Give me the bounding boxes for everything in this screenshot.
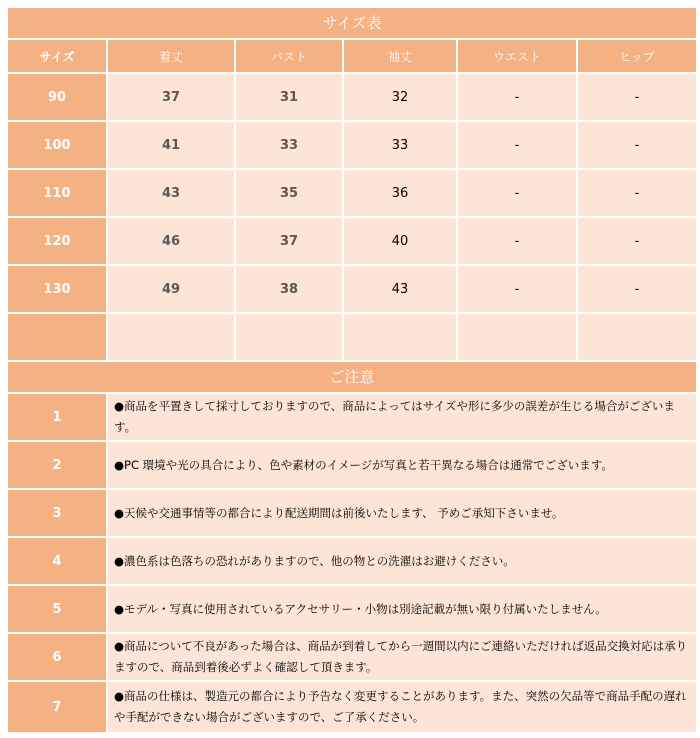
note-text: ●商品を平置きして採寸しておりますので、商品によってはサイズや形に多少の誤差が生じる場合がございます。	[108, 394, 696, 440]
cell-sleeve: 32	[344, 74, 456, 120]
cell-length: 41	[108, 122, 234, 168]
cell-hip: -	[578, 218, 696, 264]
header-size: サイズ	[8, 40, 106, 72]
cell-length: 37	[108, 74, 234, 120]
cell-hip: -	[578, 170, 696, 216]
cell-bust: 31	[236, 74, 342, 120]
cell-sleeve: 43	[344, 266, 456, 312]
note-text: ●モデル・写真に使用されているアクセサリー・小物は別途記載が無い限り付属いたしません。	[108, 586, 696, 632]
note-number: 4	[8, 538, 106, 584]
size-chart-document	[8, 8, 696, 734]
cell-length: 49	[108, 266, 234, 312]
empty-cell	[344, 314, 456, 360]
note-text: ●商品の仕様は、製造元の都合により予告なく変更することがあります。また、突然の欠品等で商品手配の遅れや手配ができない場合がございますので、ご了承ください。	[108, 682, 696, 732]
empty-size-label	[8, 314, 106, 360]
cell-hip: -	[578, 74, 696, 120]
header-length: 着丈	[108, 40, 234, 72]
row-size-label: 130	[8, 266, 106, 312]
row-size-label: 110	[8, 170, 106, 216]
cell-waist: -	[458, 170, 576, 216]
row-size-label: 100	[8, 122, 106, 168]
size-table-title: サイズ表	[8, 8, 696, 40]
header-sleeve: 袖丈	[344, 40, 456, 72]
cell-sleeve: 40	[344, 218, 456, 264]
cell-bust: 38	[236, 266, 342, 312]
note-text: ●PC 環境や光の具合により、色や素材のイメージが写真と若干異なる場合は通常でございます。	[108, 442, 696, 488]
empty-cell	[578, 314, 696, 360]
cell-waist: -	[458, 74, 576, 120]
note-text: ●商品について不良があった場合は、商品が到着してから一週間以内にご連絡いただければ返品交換対応は承りますので、商品到着後必ずよく確認して頂きます。	[108, 634, 696, 680]
header-bust: バスト	[236, 40, 342, 72]
cell-sleeve: 36	[344, 170, 456, 216]
empty-cell	[458, 314, 576, 360]
header-waist: ウエスト	[458, 40, 576, 72]
cell-hip: -	[578, 122, 696, 168]
note-number: 6	[8, 634, 106, 680]
note-number: 7	[8, 682, 106, 732]
note-text: ●濃色系は色落ちの恐れがありますので、他の物との洗濯はお避けください。	[108, 538, 696, 584]
note-number: 5	[8, 586, 106, 632]
row-size-label: 120	[8, 218, 106, 264]
cell-bust: 37	[236, 218, 342, 264]
cell-length: 43	[108, 170, 234, 216]
cell-sleeve: 33	[344, 122, 456, 168]
row-size-label: 90	[8, 74, 106, 120]
note-text: ●天候や交通事情等の都合により配送期間は前後いたします、 予めご承知下さいませ。	[108, 490, 696, 536]
empty-cell	[236, 314, 342, 360]
empty-cell	[108, 314, 234, 360]
cell-hip: -	[578, 266, 696, 312]
cell-length: 46	[108, 218, 234, 264]
note-number: 3	[8, 490, 106, 536]
cell-waist: -	[458, 122, 576, 168]
notes-title: ご注意	[8, 362, 696, 394]
header-hip: ヒップ	[578, 40, 696, 72]
cell-waist: -	[458, 218, 576, 264]
cell-waist: -	[458, 266, 576, 312]
note-number: 1	[8, 394, 106, 440]
cell-bust: 33	[236, 122, 342, 168]
note-number: 2	[8, 442, 106, 488]
size-table	[8, 40, 696, 362]
notes-list	[8, 394, 696, 734]
cell-bust: 35	[236, 170, 342, 216]
